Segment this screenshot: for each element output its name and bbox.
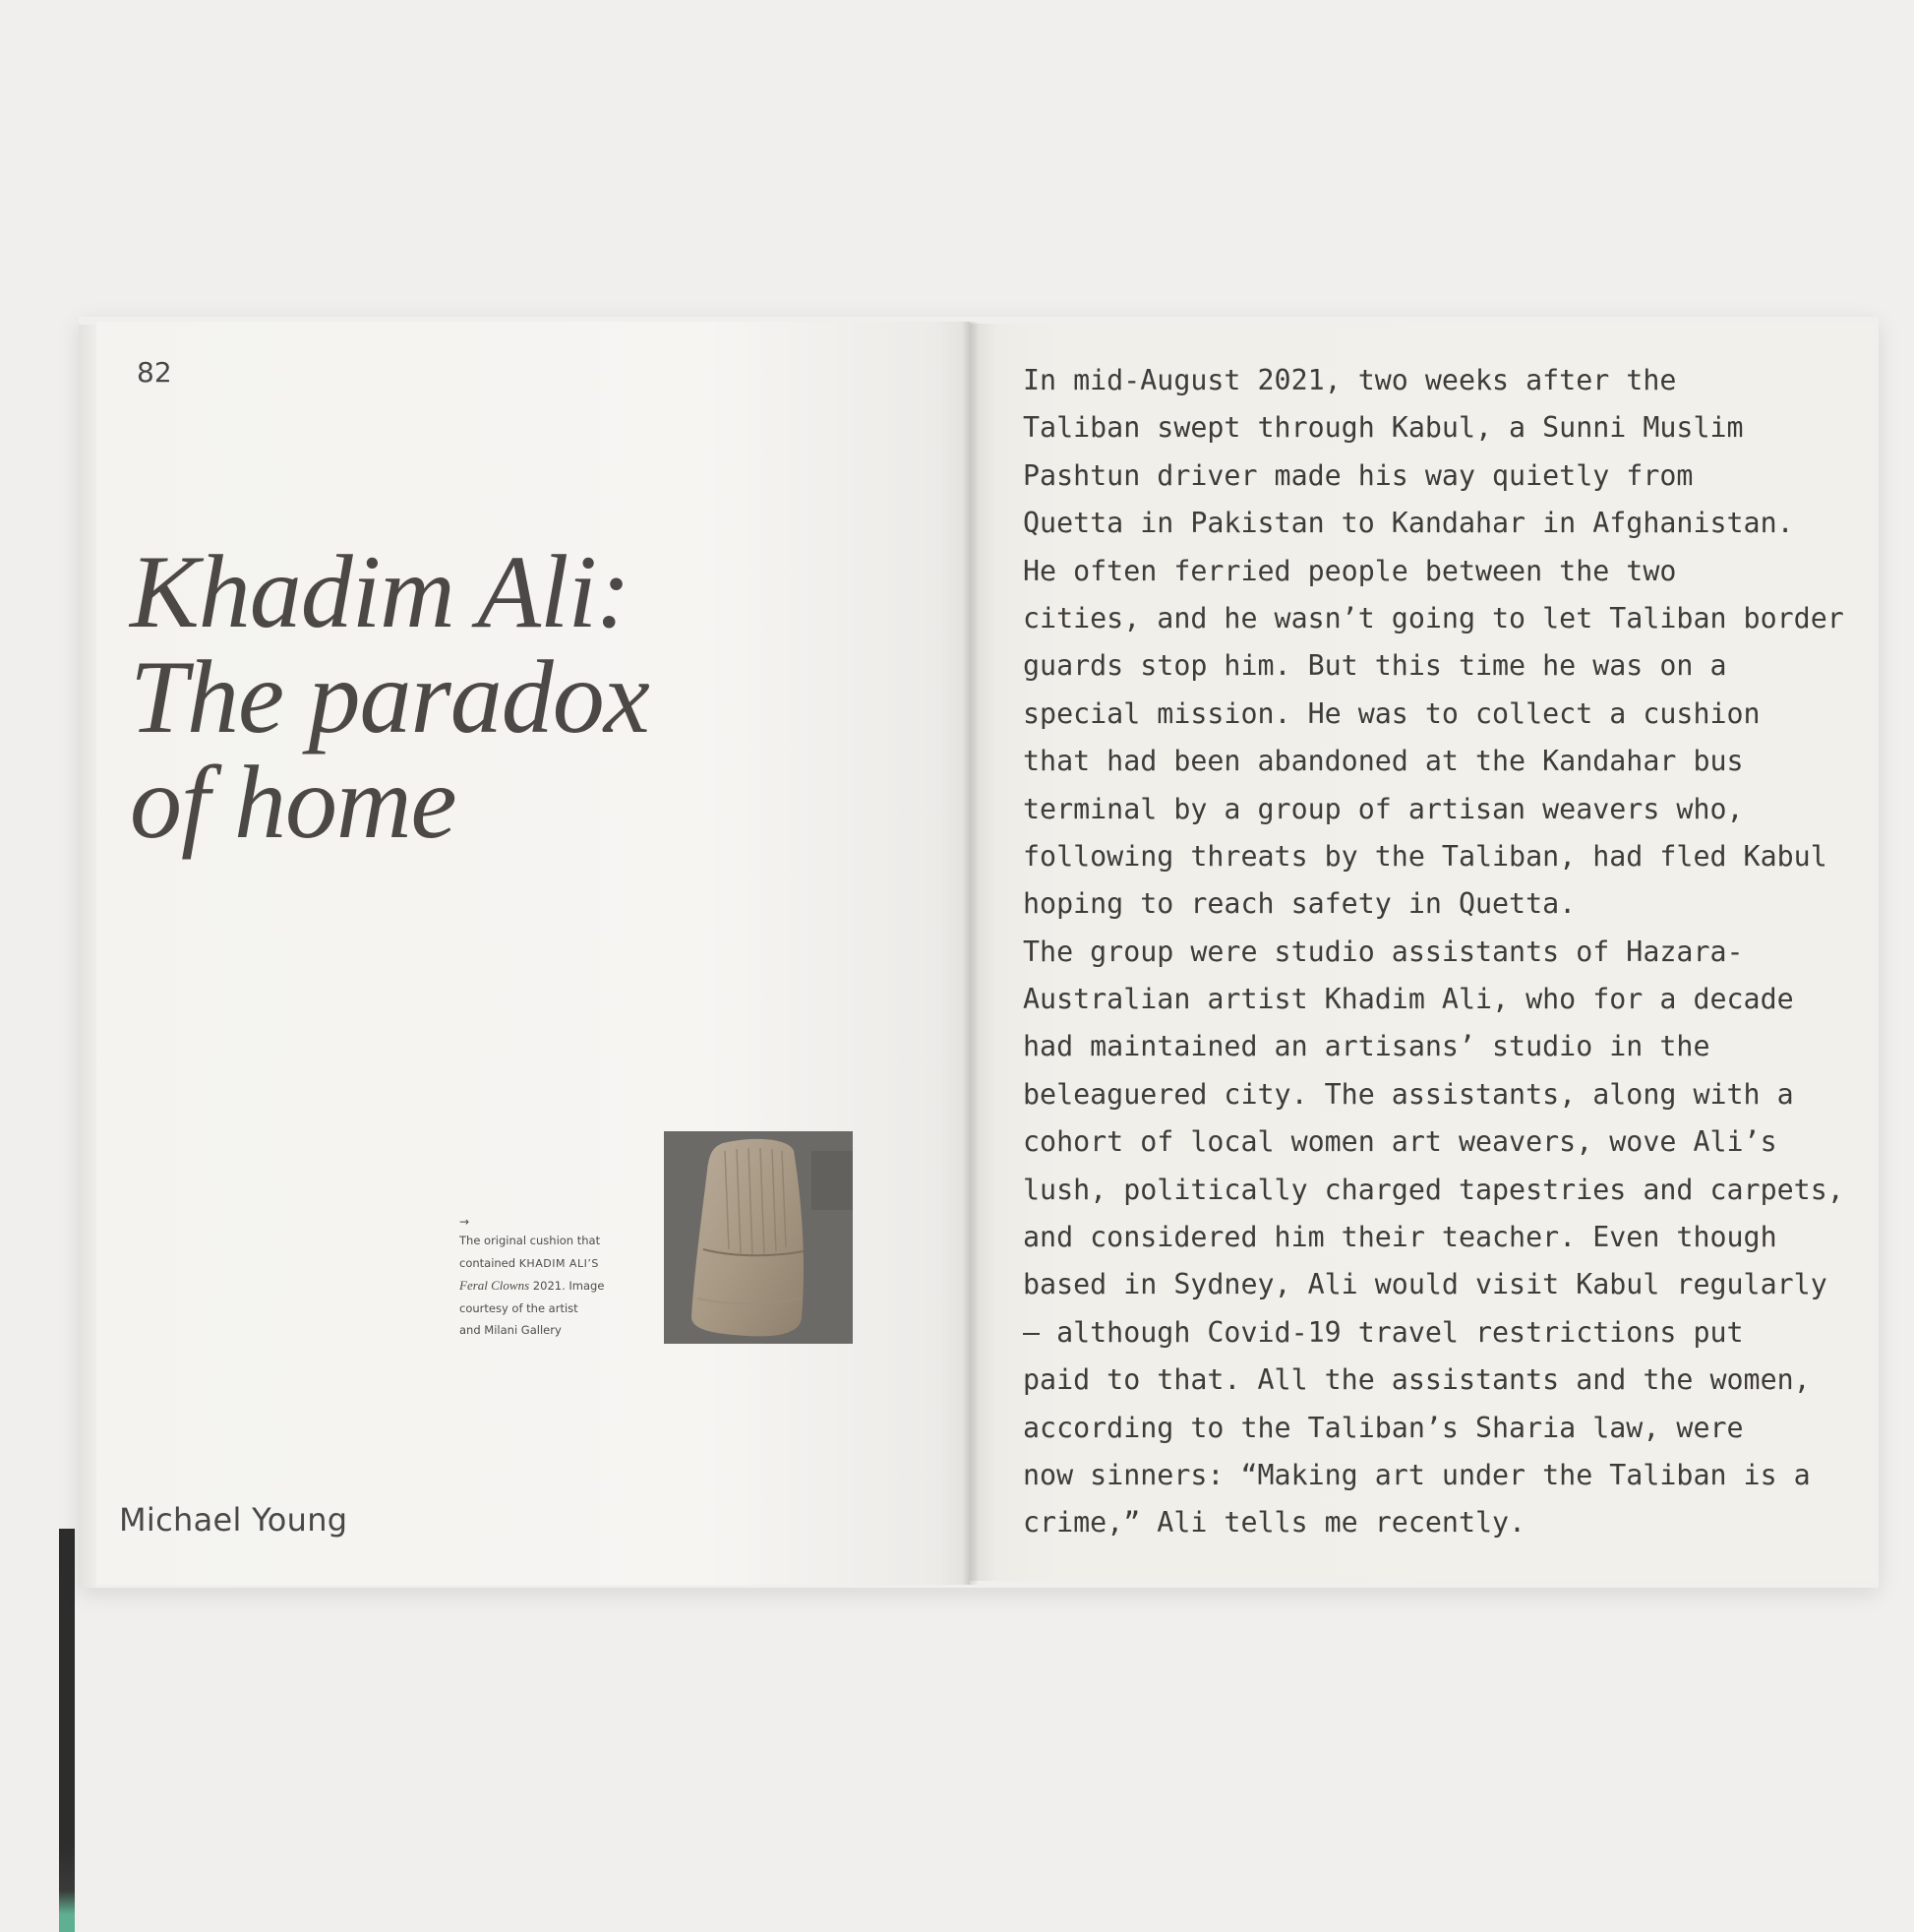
- body-line: following threats by the Taliban, had fled Kabul: [1023, 839, 1827, 873]
- page-number: 82: [137, 356, 172, 389]
- body-line: according to the Taliban’s Sharia law, were: [1023, 1411, 1744, 1444]
- left-page: [96, 322, 970, 1585]
- caption-line-2: [459, 1252, 646, 1276]
- caption-line-5: and Milani Gallery: [459, 1323, 562, 1337]
- body-line: cohort of local women art weavers, wove Ali’s: [1023, 1125, 1777, 1159]
- caption-artwork-title: Feral Clowns: [459, 1278, 530, 1293]
- article-title: [130, 534, 720, 860]
- title-line-1: Khadim Ali:: [130, 534, 630, 649]
- body-line: had maintained an artisans’ studio in the: [1023, 1030, 1710, 1063]
- body-line: lush, politically charged tapestries and carpets,: [1023, 1173, 1844, 1206]
- body-line: Taliban swept through Kabul, a Sunni Muslim: [1023, 411, 1744, 445]
- cushion-illustration: [664, 1131, 853, 1344]
- spine-gutter: [962, 322, 978, 1585]
- caption-line-1: The original cushion that: [459, 1234, 601, 1247]
- title-line-3: of home: [130, 745, 456, 860]
- caption-line-3: [459, 1275, 646, 1298]
- body-line: Pashtun driver made his way quietly from: [1023, 458, 1694, 492]
- body-line: paid to that. All the assistants and the women,: [1023, 1363, 1811, 1397]
- body-line: now sinners: “Making art under the Taliban is a: [1023, 1458, 1811, 1491]
- body-line: special mission. He was to collect a cushion: [1023, 696, 1761, 730]
- article-body: [1023, 357, 1849, 1547]
- body-line: cities, and he wasn’t going to let Taliban border: [1023, 601, 1844, 634]
- body-line: and considered him their teacher. Even though: [1023, 1221, 1777, 1254]
- body-line: Quetta in Pakistan to Kandahar in Afghanistan.: [1023, 507, 1794, 540]
- title-line-2: The paradox: [130, 639, 649, 755]
- body-line: The group were studio assistants of Hazara-: [1023, 935, 1744, 968]
- body-line: terminal by a group of artisan weavers who,: [1023, 792, 1744, 825]
- caption-line-2-prefix: contained: [459, 1255, 519, 1270]
- body-line: that had been abandoned at the Kandahar bus: [1023, 745, 1744, 778]
- author-byline: Michael Young: [119, 1501, 348, 1539]
- body-line: guards stop him. But this time he was on a: [1023, 649, 1727, 683]
- cushion-photo: [664, 1131, 853, 1344]
- body-line: In mid-August 2021, two weeks after the: [1023, 364, 1677, 396]
- body-line: beleaguered city. The assistants, along with a: [1023, 1077, 1794, 1111]
- image-caption: [459, 1214, 646, 1342]
- caption-line-4: courtesy of the artist: [459, 1300, 578, 1315]
- body-line: based in Sydney, Ali would visit Kabul regularly: [1023, 1268, 1827, 1301]
- caption-arrow: →: [459, 1215, 470, 1229]
- background-magazine-edge: [30, 764, 75, 1932]
- caption-artist-name: KHADIM ALI’S: [518, 1256, 599, 1270]
- caption-line-3-rest: 2021. Image: [529, 1279, 605, 1293]
- left-page-edge: [79, 325, 98, 1588]
- body-line: Australian artist Khadim Ali, who for a decade: [1023, 983, 1794, 1016]
- body-line: He often ferried people between the two: [1023, 554, 1677, 587]
- body-line: crime,” Ali tells me recently.: [1023, 1506, 1526, 1540]
- body-line: – although Covid-19 travel restrictions put: [1023, 1315, 1744, 1349]
- body-line: hoping to reach safety in Quetta.: [1023, 887, 1577, 921]
